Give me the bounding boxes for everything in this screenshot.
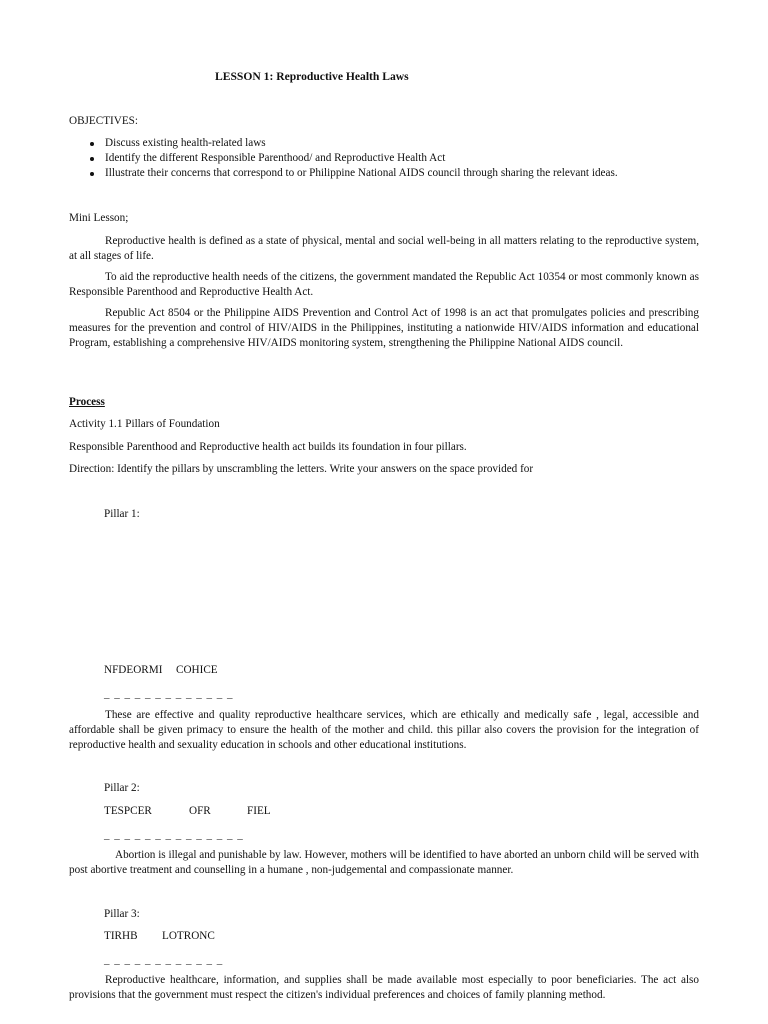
lesson-title: LESSON 1: Reproductive Health Laws	[215, 70, 409, 83]
pillar-2-scrambled	[104, 804, 271, 819]
pillar-3-description	[69, 973, 699, 1003]
scrambled-word: LOTRONC	[162, 930, 215, 942]
scrambled-word: COHICE	[176, 664, 218, 676]
mini-lesson-paragraph	[69, 270, 699, 300]
pillar-3-label: Pillar 3:	[104, 908, 140, 920]
mini-lesson-paragraph	[69, 306, 699, 351]
mini-lesson-label: Mini Lesson;	[69, 212, 129, 224]
paragraph-text: Republic Act 8504 or the Philippine AIDS Prevention and Control Act of 1998 is an act that promulgates policies and prescribing measures for the prevention and control of HIV/AIDS in the Philippines, instituting a nationwide HIV/AIDS information and educational Program, establishing a comprehensive HIV/AIDS monitoring system, strengthening the Philippine National AIDS council.	[69, 307, 699, 349]
process-heading: Process	[69, 396, 105, 408]
scrambled-word: TIRHB	[104, 930, 138, 942]
mini-lesson-paragraph	[69, 234, 699, 264]
objective-item: Illustrate their concerns that correspond to or Philippine National AIDS council through sharing the relevant ideas.	[0, 166, 618, 181]
pillar-3-answer-blanks: _ _ _ _ _ _ _ _ _ _ _ _	[104, 954, 224, 966]
objective-item: Discuss existing health-related laws	[0, 136, 618, 151]
activity-direction: Direction: Identify the pillars by unscrambling the letters. Write your answers on the space provided for	[69, 463, 534, 475]
pillar-2-label: Pillar 2:	[104, 782, 140, 794]
pillar-1-description	[69, 708, 699, 753]
pillar-1-scrambled	[104, 663, 218, 678]
pillar-2-description	[69, 848, 699, 878]
objectives-list	[0, 136, 618, 181]
scrambled-word: FIEL	[247, 805, 271, 817]
pillar-2-answer-blanks: _ _ _ _ _ _ _ _ _ _ _ _ _ _	[104, 829, 244, 841]
paragraph-text: Reproductive healthcare, information, and supplies shall be made available most especially to poor beneficiaries. The act also provisions that the government must respect the citizen's individual preferences and choices of family planning method.	[69, 974, 699, 1001]
activity-title: Activity 1.1 Pillars of Foundation	[69, 418, 220, 430]
pillar-1-label: Pillar 1:	[104, 508, 140, 520]
paragraph-text: These are effective and quality reproductive healthcare services, which are ethically and medically safe , legal, accessible and affordable shall be given primacy to ensure the health of the mother and child. this pillar also covers the provision for the integration of reproductive health and sexuality education in schools and other educational institutions.	[69, 709, 699, 751]
pillar-3-scrambled	[104, 929, 215, 944]
objective-item: Identify the different Responsible Parenthood/ and Reproductive Health Act	[0, 151, 618, 166]
paragraph-text: Abortion is illegal and punishable by law. However, mothers will be identified to have aborted an unborn child will be served with post abortive treatment and counselling in a humane , non-judgemental and compassionate manner.	[69, 849, 699, 876]
objectives-label: OBJECTIVES:	[69, 115, 138, 127]
paragraph-text: To aid the reproductive health needs of the citizens, the government mandated the Republic Act 10354 or most commonly known as Responsible Parenthood and Reproductive Health Act.	[69, 271, 699, 298]
pillar-1-answer-blanks: _ _ _ _ _ _ _ _ _ _ _ _ _	[104, 688, 234, 700]
scrambled-word: NFDEORMI	[104, 664, 163, 676]
scrambled-word: TESPCER	[104, 805, 152, 817]
scrambled-word: OFR	[189, 805, 211, 817]
paragraph-text: Reproductive health is defined as a state of physical, mental and social well-being in all matters relating to the reproductive system, at all stages of life.	[69, 235, 699, 262]
activity-intro: Responsible Parenthood and Reproductive health act builds its foundation in four pillars.	[69, 441, 467, 453]
